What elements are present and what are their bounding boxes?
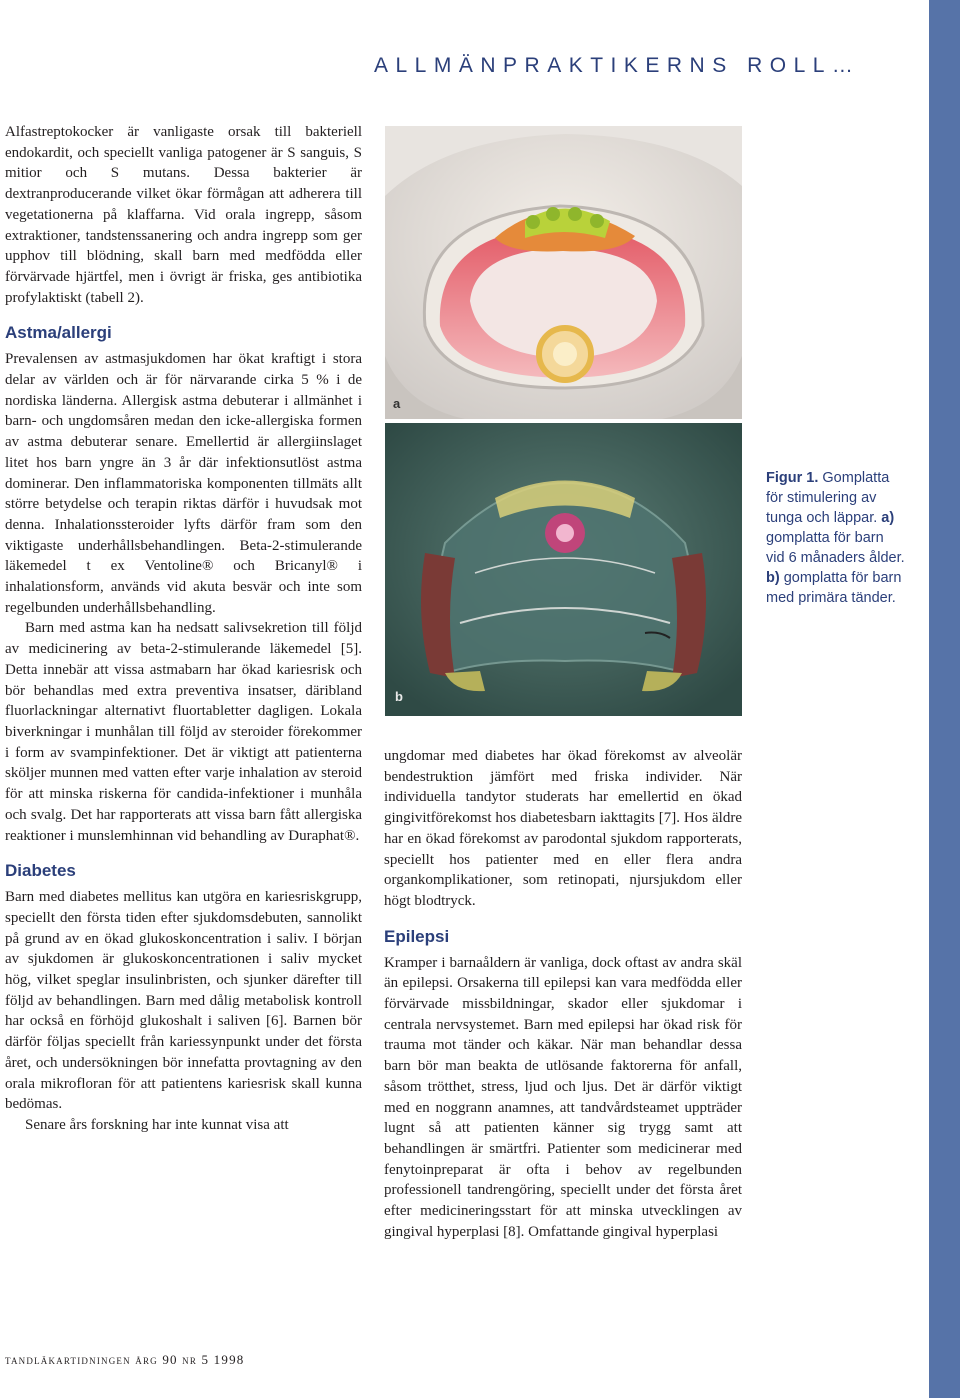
caption-b-label: b) xyxy=(766,570,780,586)
figure-1b-photo xyxy=(385,423,742,716)
right-column xyxy=(384,746,742,1242)
caption-label: Figur 1. xyxy=(766,470,819,486)
figure-label-b: b xyxy=(395,689,403,704)
palatal-plate-infant-image xyxy=(385,126,742,419)
astma-paragraph-2: Barn med astma kan ha nedsatt salivsekretion till följd av medicinering av beta-2-stimulerande läkemedel [5]. Detta innebär att vissa astmabarn har ökad kariesrisk och bör behandlas med extra preventiva insatser, däribland fluorlackningar alternativt fluortabletter dagligen. Lokala biverkningar i munhålan till följd av steroider förekommer i form av svampinfektioner. Det är viktigt att patienterna sköljer munnen med vatten efter varje inhalation av steroid för att minska riskerna för candida-infektioner i munhåla och svalg. Det har rapporterats att vissa barn fått allergiska reaktioner i munslemhinnan vid behandling av Duraphat®. xyxy=(5,620,362,844)
palatal-plate-child-image xyxy=(385,423,742,716)
journal-footer: tandläkartidningen årg 90 nr 5 1998 xyxy=(5,1352,245,1367)
figure-label-a: a xyxy=(393,396,401,411)
caption-a-label: a) xyxy=(881,510,895,526)
astma-paragraph-1: Prevalensen av astmasjukdomen har ökat kraftigt i stora delar av världen och är för närvarande cirka 5 % i de nordiska länderna. Allergisk astma debuterar i allmänhet i barn- och ungdomsåren medan den icke-allergiska formen av astma debuterar senare. Emellertid är allergiinslaget litet hos barn yngre än 3 år där infektionsutlöst astma dominerar. Den inflammatoriska komponenten tillmäts allt större betydelse och terapin riktas därför i huvudsak mot denna. Inhalationssteroider lyfts därför fram som den viktigaste underhållsbehandlingen. Beta-2-stimulerande läkemedel t ex Ventoline® och Bricanyl® i inhalationsform, används vid akuta besvär och inte som regelbunden underhållsbehandling. xyxy=(5,351,362,616)
left-column xyxy=(5,122,362,1136)
section-heading-epilepsi: Epilepsi xyxy=(384,926,450,946)
diabetes-continuation-paragraph: ungdomar med diabetes har ökad förekomst av alveolär bendestruktion jämfört med friska individer. När individuella tandytor studerats har emellertid en ökad gingivitförekomst hos diabetesbarn iakttagits [7]. Hos äldre har en ökad förekomst av parodontal sjukdom rapporterats, speciellt hos patienter med en eller flera andra organkomplikationer, som retinopati, njursjukdom eller högt blodtryck. xyxy=(384,748,742,909)
running-head: ALLMÄNPRAKTIKERNS ROLL… xyxy=(374,54,861,77)
figure-1a-photo xyxy=(385,126,742,419)
section-heading-diabetes: Diabetes xyxy=(5,861,76,881)
caption-text-3: gomplatta för barn med primära tänder. xyxy=(766,570,902,606)
side-color-bar xyxy=(929,0,960,1398)
epilepsi-paragraph: Kramper i barnaåldern är vanliga, dock oftast av andra skäl än epilepsi. Orsakerna till epilepsi kan vara medfödda eller förvärvade missbildningar, skador eller sjukdomar i centrala nervsystemet. Barn med epilepsi har ökad risk för trauma mot tänder och käkar. När man behandlar dessa barn bör man beakta de utlösande faktorerna för anfall, såsom trötthet, stress, ljud och ljus. Det är därför viktigt med en noggrann anamnes, att tandvårdsteamet uppträder lugnt så att patienten känner sig trygg samt att behandlingen är smärtfri. Patienter som medicinerar med fenytoinpreparat är ofta i behov av regelbunden professionell tandrengöring, speciellt under det första året efter medicineringsstart för att minska utvecklingen av gingival hyperplasi [8]. Omfattande gingival hyperplasi xyxy=(384,954,742,1240)
intro-paragraph: Alfastreptokocker är vanligaste orsak till bakteriell endokardit, och speciellt vanliga patogener är S sanguis, S mitior och S mutans. Dessa bakterier är dextranproducerande vilket ökar förmågan att adherera till vegetationerna på klaffarna. Vid orala ingrepp, såsom extraktioner, tandstenssanering och andra ingrepp som ger upphov till blödning, skall barn med medfödda eller förvärvade hjärtfel, men i övrigt är friska, ges antibiotika profylaktiskt (tabell 2). xyxy=(5,124,362,306)
section-heading-astma: Astma/allergi xyxy=(5,323,112,343)
diabetes-paragraph-1: Barn med diabetes mellitus kan utgöra en kariesriskgrupp, speciellt den första tiden efter sjukdomsdebuten, sannolikt på grund av en ökad glukoskoncentration i saliv. I början av sjukdomen är glukoskoncentrationen i saliv mycket hög, vilket speglar insulinbristen, och sjunker därefter till följd av behandlingen. Barn med dålig metabolisk kontroll har också en förhöjd glukoshalt i saliven [6]. Barnen bör därför följas speciellt från kariessynpunkt under det första året, och undersökningen bör innefatta provtagning av den orala mikrofloran för att patientens kariesrisk skall kunna bedömas. xyxy=(5,889,362,1113)
caption-text-1: Gomplatta för stimulering av tunga och läppar. xyxy=(766,470,890,526)
caption-text-2: gomplatta för barn vid 6 månaders ålder. xyxy=(766,530,905,566)
diabetes-paragraph-2: Senare års forskning har inte kunnat visa att xyxy=(25,1116,289,1133)
figure-caption xyxy=(766,468,906,608)
